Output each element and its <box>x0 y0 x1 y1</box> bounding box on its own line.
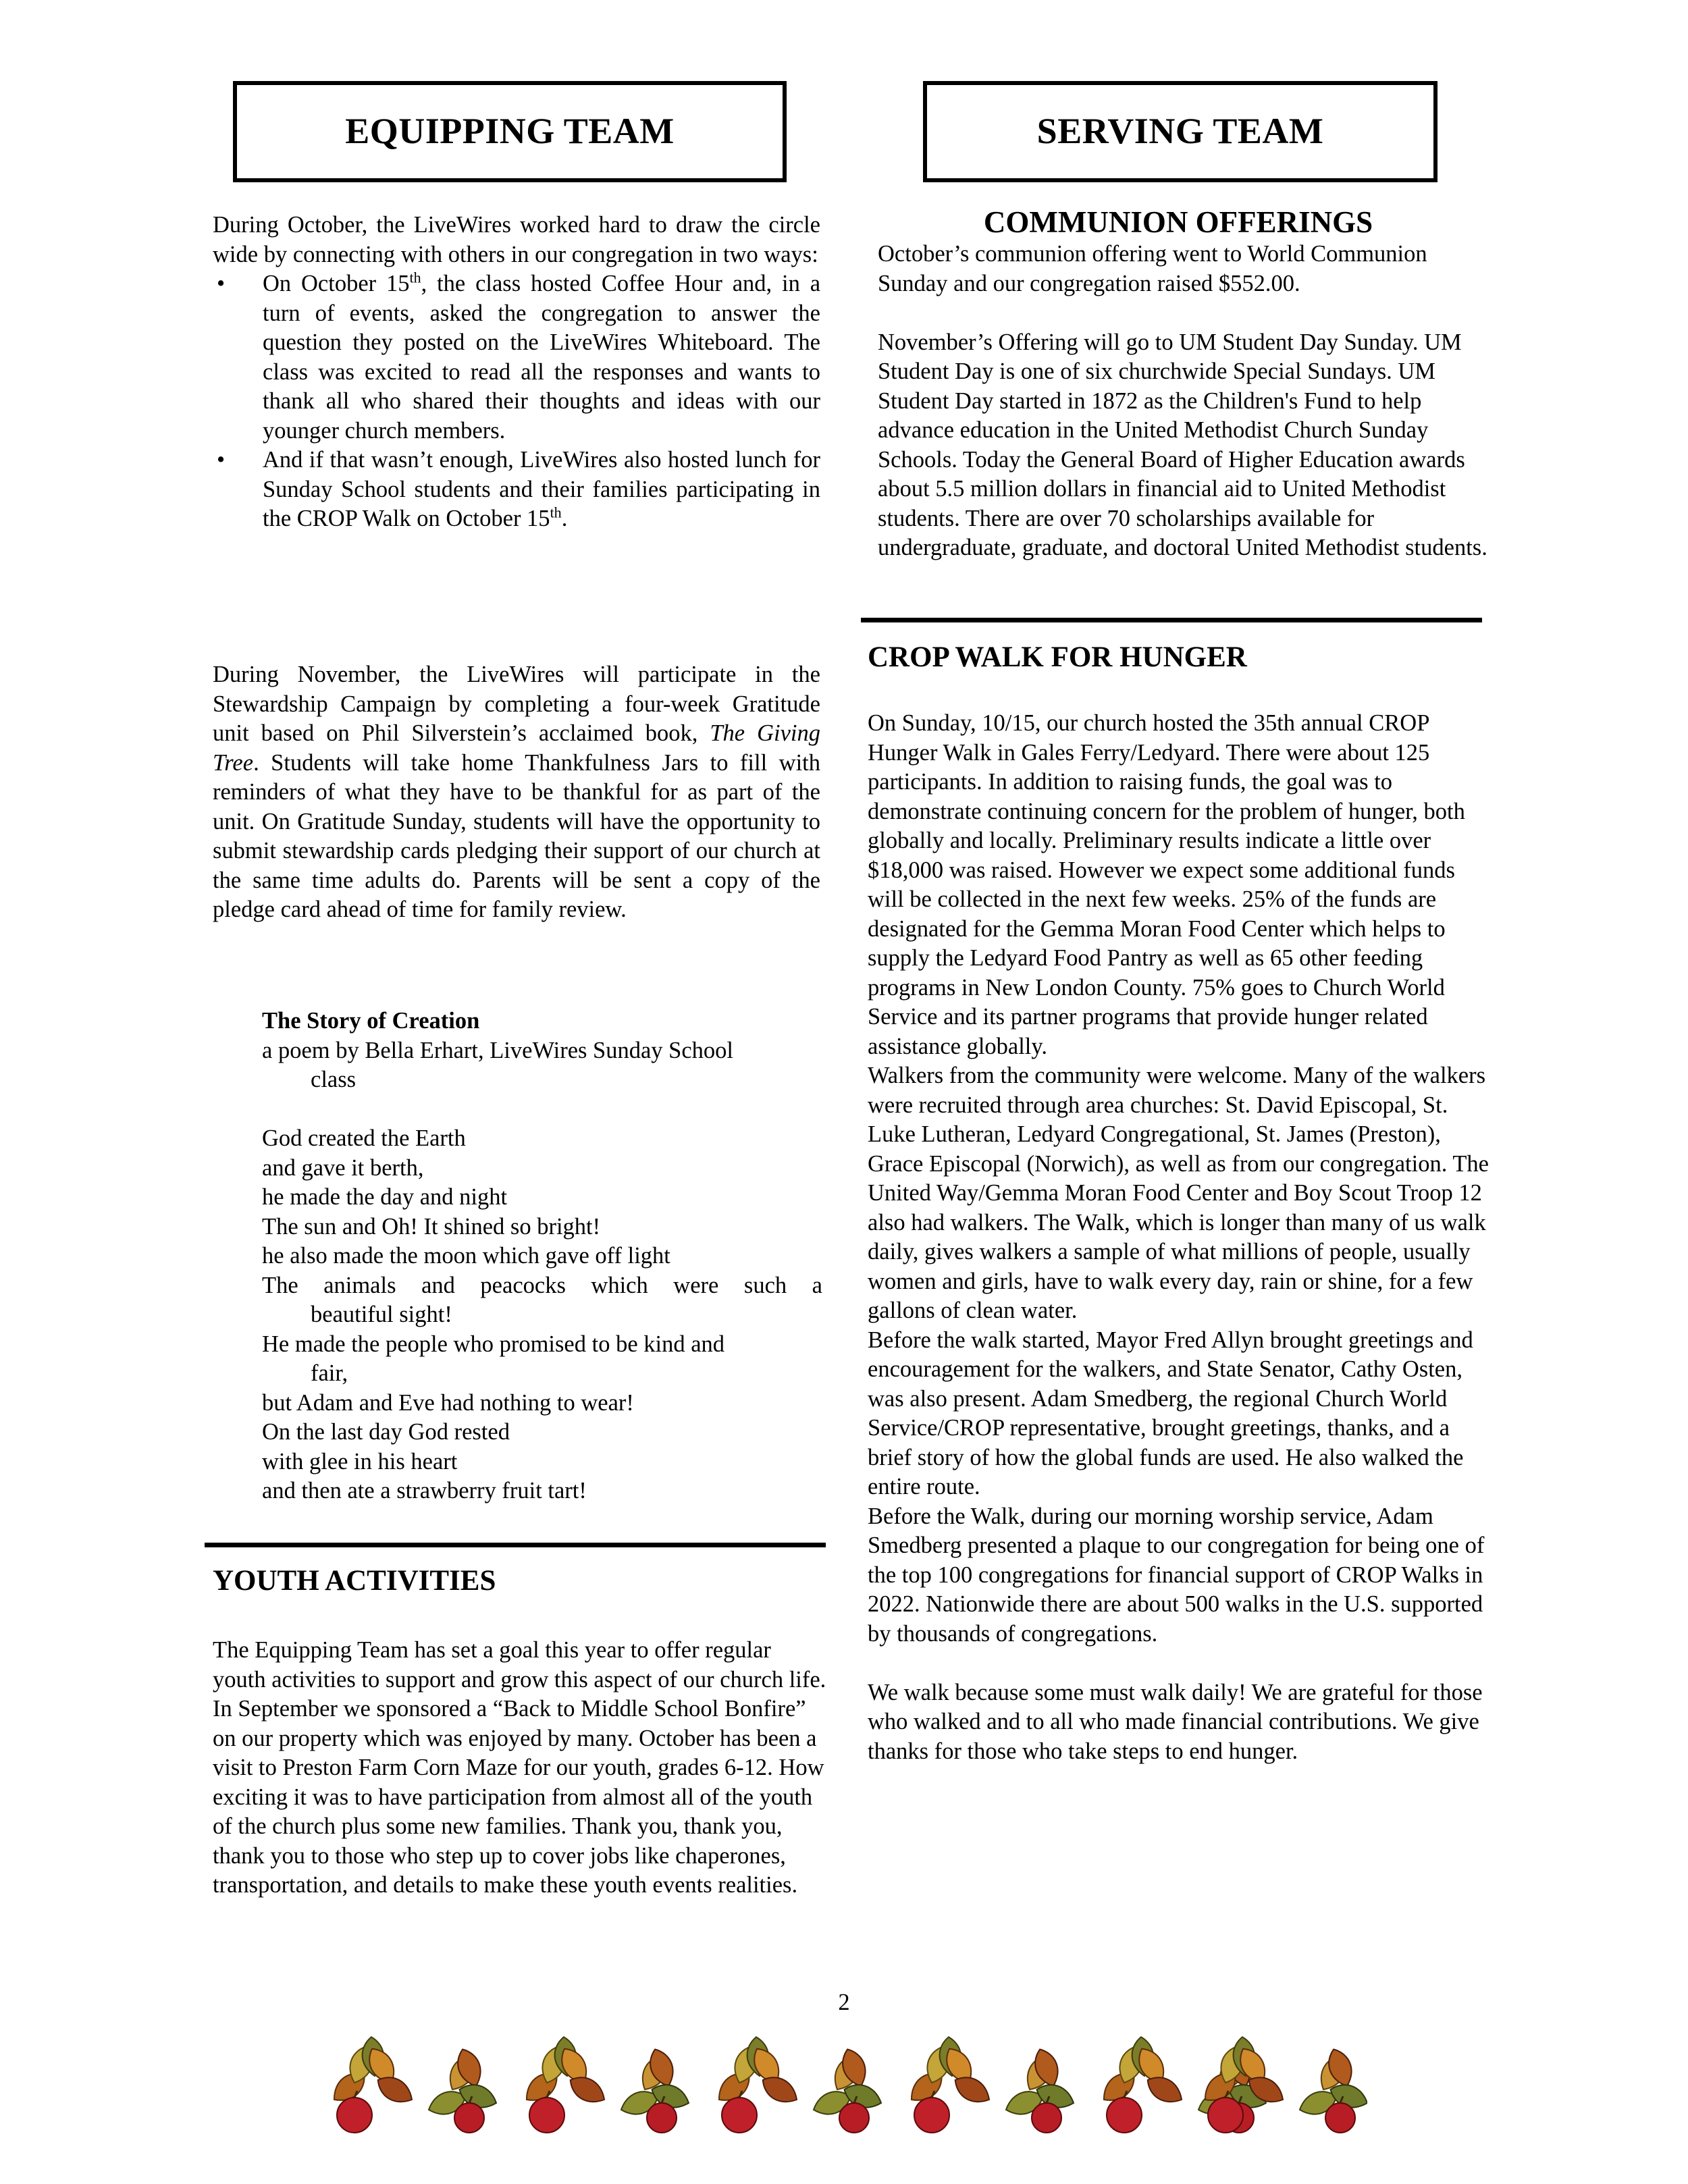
crop-paragraph: Before the Walk, during our morning worship service, Adam Smedberg presented a plaque to our congregation for being one of the top 100 congregations for financial support of CROP Walks in 2022. Nationwide there are about 500 walks in the U.S. supported by thousands of congregations. <box>868 1503 1485 1647</box>
poem-line: with glee in his heart <box>262 1448 458 1474</box>
poem-byline: a poem by Bella Erhart, LiveWires Sunday School <box>262 1037 734 1063</box>
crop-walk-body <box>868 709 1489 1766</box>
communion-text <box>878 240 1492 563</box>
poem-line: On the last day God rested <box>262 1419 510 1445</box>
youth-activities-title: YOUTH ACTIVITIES <box>213 1565 496 1597</box>
poem-line: he also made the moon which gave off light <box>262 1243 670 1269</box>
equipping-intro <box>213 211 820 534</box>
communion-paragraph-1: October’s communion offering went to World Communion Sunday and our congregation raised $552.00. <box>878 241 1427 296</box>
equipping-team-title: EQUIPPING TEAM <box>345 111 675 152</box>
crop-closing-paragraph: We walk because some must walk daily! We are grateful for those who walked and to all who made financial contributions. We give thanks for those who take steps to end hunger. <box>868 1679 1483 1764</box>
serving-team-title: SERVING TEAM <box>1036 111 1324 152</box>
poem-line: and gave it berth, <box>262 1154 424 1181</box>
poem-line: he made the day and night <box>262 1184 508 1210</box>
bullet-icon: • <box>217 447 226 473</box>
serving-team-header <box>923 81 1438 182</box>
poem-line: The animals and peacocks which were such a <box>262 1272 822 1298</box>
list-item: • On October 15th, the class hosted Coffee Hour and, in a turn of events, asked the congregation to answer the question they posted on the LiveWires Whiteboard. The class was excited to read all the responses and wants to thank all who shared their thoughts and ideas with our younger church members. <box>217 269 821 444</box>
activity-list <box>213 269 820 534</box>
youth-paragraph: The Equipping Team has set a goal this year to offer regular youth activities to support and grow this aspect of our church life. In September we sponsored a “Back to Middle School Bonfire” on our property which was enjoyed by many. October has been a visit to Preston Farm Corn Maze for our youth, grades 6-12. How exciting it was to have participation from almost all of the youth of the church plus some new families. Thank you, thank you, thank you to those who step up to cover jobs like chaperones, transportation, and details to make these youth events realities. <box>213 1637 826 1898</box>
autumn-leaves-border-icon <box>327 2035 1367 2137</box>
crop-paragraph: Walkers from the community were welcome. Many of the walkers were recruited through area churches: St. David Episcopal, St. Luke Lutheran, Ledyard Congregational, St. James (Preston), Grace Episcopal (Norwich), as well as from our congregation. The United Way/Gemma Moran Food Center and Boy Scout Troop 12 also had walkers. The Walk, which is longer than many of us walk daily, gives walkers a sample of what millions of people, usually women and girls, have to walk every day, rain or shine, for a few gallons of clean water. <box>868 1063 1489 1323</box>
poem-line: He made the people who promised to be kind and <box>262 1331 725 1357</box>
bullet-icon: • <box>217 271 226 296</box>
equipping-team-header <box>233 81 787 182</box>
poem-line: beautiful sight! <box>311 1302 452 1327</box>
poem-line: The sun and Oh! It shined so bright! <box>262 1213 601 1240</box>
crop-divider <box>861 618 1482 622</box>
crop-paragraph: Before the walk started, Mayor Fred Allyn brought greetings and encouragement for the walkers, and State Senator, Cathy Osten, was also present. Adam Smedberg, the regional Church World Service/CROP representative, brought greetings, thanks, and a brief story of how the global funds are used. He also walked the entire route. <box>868 1327 1473 1499</box>
poem-line: but Adam and Eve had nothing to wear! <box>262 1389 634 1416</box>
crop-walk-title: CROP WALK FOR HUNGER <box>868 641 1247 673</box>
list-item: • And if that wasn’t enough, LiveWires also hosted lunch for Sunday School students and their families participating in the CROP Walk on October 15th. <box>217 447 820 531</box>
intro-paragraph: During October, the LiveWires worked hard to draw the circle wide by connecting with others in our congregation in two ways: <box>213 212 820 267</box>
poem-line: God created the Earth <box>262 1125 466 1151</box>
page-number: 2 <box>838 1990 850 2015</box>
poem-line: and then ate a strawberry fruit tart! <box>262 1478 587 1503</box>
communion-offerings-title: COMMUNION OFFERINGS <box>983 205 1373 239</box>
poem-title: The Story of Creation <box>262 1008 480 1034</box>
creation-poem <box>262 1007 822 1506</box>
november-paragraph: During November, the LiveWires will participate in the Stewardship Campaign by completing a four-week Gratitude unit based on Phil Silverstein’s acclaimed book, The Giving Tree. Students will take home Thankfulness Jars to fill with reminders of what they have to be thankful for as part of the unit. On Gratitude Sunday, students will have the opportunity to submit stewardship cards pledging their support of our church at the same time adults do. Parents will be sent a copy of the pledge card ahead of time for family review. <box>213 662 820 922</box>
communion-paragraph-2: November’s Offering will go to UM Student Day Sunday. UM Student Day is one of six churchwide Special Sundays. UM Student Day started in 1872 as the Children's Fund to help advance education in the United Methodist Church Sunday Schools. Today the General Board of Higher Education awards about 5.5 million dollars in financial aid to United Methodist students. There are over 70 scholarships available for undergraduate, graduate, and doctoral United Methodist students. <box>878 329 1487 560</box>
crop-paragraph: On Sunday, 10/15, our church hosted the 35th annual CROP Hunger Walk in Gales Ferry/Ledyard. There were about 125 participants. In addition to raising funds, the goal was to demonstrate continuing concern for the problem of hunger, both globally and locally. Preliminary results indicate a little over $18,000 was raised. However we expect some additional funds will be collected in the next few weeks. 25% of the funds are designated for the Gemma Moran Food Center which helps to supply the Ledyard Food Pantry as well as 65 other feeding programs in New London County. 75% goes to Church World Service and its partner programs that provide hunger related assistance globally. <box>868 710 1465 1059</box>
poem-line: fair, <box>311 1360 348 1386</box>
youth-divider <box>205 1543 826 1547</box>
book-title: The Giving Tree <box>213 720 820 776</box>
poem-byline-cont: class <box>311 1067 357 1092</box>
